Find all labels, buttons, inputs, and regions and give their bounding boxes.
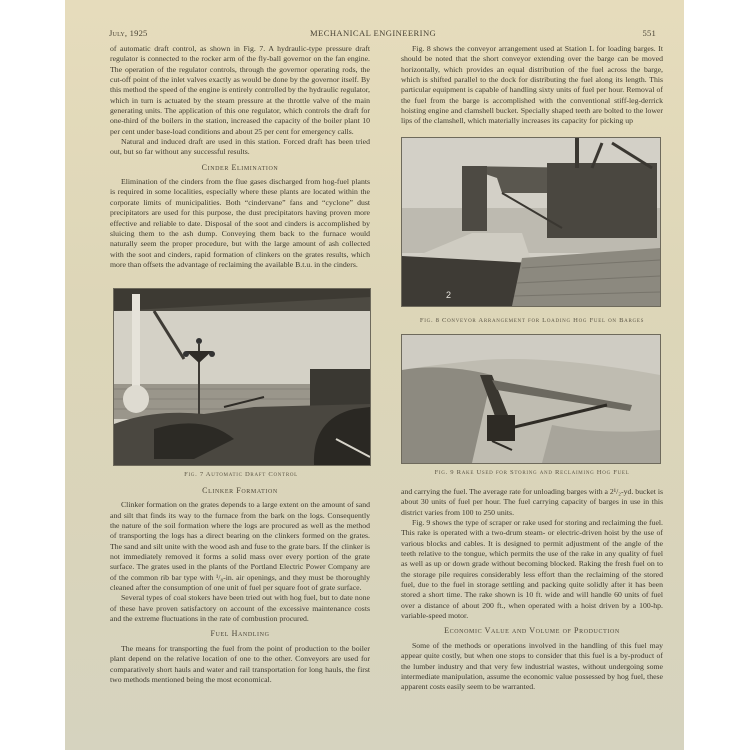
paragraph-conveyor-arrangement: Fig. 8 shows the conveyor arrangement used at Station L for loading barges. It should be noted that the short conveyor extending over the barge can be moved horizontally, which provides an equal distribution of the fuel across the barge, which is shifted parallel to the dock for distributing the fuel along its length. This particular equipment is capable of handling sixty units of fuel per hour. Removal of the fuel from the barge is accomplished with the conventional stiff-leg-derrick hoisting engine and clamshell bucket. Specially shaped teeth are bolted to the lower lips of the clamshell, which materially increases its capacity for picking up xyxy=(401,44,663,126)
fig7-illustration xyxy=(114,289,370,465)
paragraph-draft-control: of automatic draft control, as shown in Fig. 7. A hydraulic-type pressure draft regulator is connected to the rocker arm of the fly-ball governor on the fan engine. The operation of the regulator controls, through the governor operating rods, the cut-off point of the inlet valves exactly as would be done by the governor itself. By this method the speed of the engine is entirely controlled by the hydraulic regulator, which in turn is actuated by the steam pressure at the throttle valve of the main generating units. The application of this one regulator, which controls the draft for one-third of the boilers in the station, increased the capacity of the boiler plant 10 per cent under base-load conditions and about 25 per cent for emergency calls. xyxy=(110,44,370,136)
fig8-caption: Fig. 8 Conveyor Arrangement for Loading Hog Fuel on Barges xyxy=(419,317,645,324)
paragraph-cinder-elimination: Elimination of the cinders from the flue gases discharged from hog-fuel plants is required in some localities, especially where these plants are located within the corporate limits of municipalities. Both “cindervane” fans and “cyclone” dust precipitators are used for this purpose, the dust precipitators having proven more effective and reliable to date. Disposal of the soot and cinders is accomplished by sluicing them to the ash dump. Conveying them back to the furnace would naturally seem the proper procedure, but with the large amount of ash collected with the soot and cinders, rapid formation of clinkers on the grates results, which more than offsets the advantage of reclaiming the available B.t.u. in the cinders. xyxy=(110,177,370,269)
heading-cinder-elimination: Cinder Elimination xyxy=(201,162,279,172)
paragraph-carrying-fuel: and carrying the fuel. The average rate for unloading barges with a 2¹/₂-yd. bucket is about 30 units of fuel per hour. The fuel carrying capacity of barges in use in this district varies from 100 to 250 units. xyxy=(401,487,663,517)
paragraph-clinker-formation: Clinker formation on the grates depends to a large extent on the amount of sand and silt that finds its way to the furnace from the bark on the logs. Consequently the nature of the soil formation where the logs are procured as well as the method of transporting the logs has a direct bearing on the clinkers formed on the grates. The sand and silt unite with the wood ash and fuse to the grate bars. If the clinker is not immediately removed it forms a solid mass over every portion of the grate surface. The grates used in the plants of the Portland Electric Power Company are of the common rib bar type with ¹/₈-in. air openings, and they must be thoroughly cleaned after the consumption of one unit of fuel per square foot of grate surface. xyxy=(110,500,370,593)
left-column-top xyxy=(110,44,370,270)
heading-clinker-formation: Clinker Formation xyxy=(202,486,278,495)
fig7-photo-automatic-draft-control xyxy=(113,288,371,466)
issue-date: July, 1925 xyxy=(109,28,148,38)
fig8-photo-label: 2 xyxy=(446,290,452,300)
magazine-page xyxy=(65,0,684,750)
fig9-illustration xyxy=(402,335,660,463)
journal-title: MECHANICAL ENGINEERING xyxy=(310,28,437,38)
left-column-bottom xyxy=(110,481,370,685)
fig8-illustration xyxy=(402,138,660,306)
paragraph-rake: Fig. 9 shows the type of scraper or rake used for storing and reclaiming the fuel. This rake is operated with a two-drum steam- or electric-driven hoist by the use of various blocks and cables. It is designed to permit adjustment of the angle of the teeth relative to the tongue, which permits the use of the rake in any quality of fuel as well as up or down grade without becoming blocked. Raking the fresh fuel on to the storage pile requires considerably less effort than the reclaiming of the stored fuel, due to the fuel in storage settling and packing quite solidly after it has been stored a short time. The rake shown is 10 ft. wide and will handle 60 units of fuel over a distance of about 200 ft., when operated with a hoist driven by a 100-hp. variable-speed motor. xyxy=(401,518,663,621)
paragraph-economic-value: Some of the methods or operations involved in the handling of this fuel may appear quite costly, but when one stops to consider that this fuel is a by-product of the lumber industry and that very few industrial wastes, without undergoing some intermediate manipulation, assume the economic value possessed by hog fuel, these apparent costs easily seem to be warranted. xyxy=(401,640,663,692)
page-number: 551 xyxy=(642,28,656,38)
heading-economic-value: Economic Value and Volume of Production xyxy=(444,626,620,636)
fig9-photo-rake xyxy=(401,334,661,464)
right-column-bottom xyxy=(401,487,663,693)
fig8-photo-conveyor-arrangement xyxy=(401,137,661,307)
right-column-top xyxy=(401,44,663,127)
paragraph-fuel-handling: The means for transporting the fuel from the point of production to the boiler plant depend on the relative location of one to the other. Conveyors are used for comparatively short hauls and water and rail transportation for long hauls, the first two methods mentioned being the most economical. xyxy=(110,643,370,684)
heading-fuel-handling: Fuel Handling xyxy=(210,629,270,639)
fig9-caption: Fig. 9 Rake Used for Storing and Reclaiming Hog Fuel xyxy=(434,469,630,476)
paragraph-natural-draft: Natural and induced draft are used in this station. Forced draft has been tried out, but so far without any successful results. xyxy=(110,137,370,157)
fig7-caption: Fig. 7 Automatic Draft Control xyxy=(184,471,298,478)
paragraph-coal-stokers: Several types of coal stokers have been tried out with hog fuel, but to date none of these have proven satisfactory on account of the excessive maintenance costs and the extreme fluctuations in the rate of combustion procured. xyxy=(110,593,370,624)
